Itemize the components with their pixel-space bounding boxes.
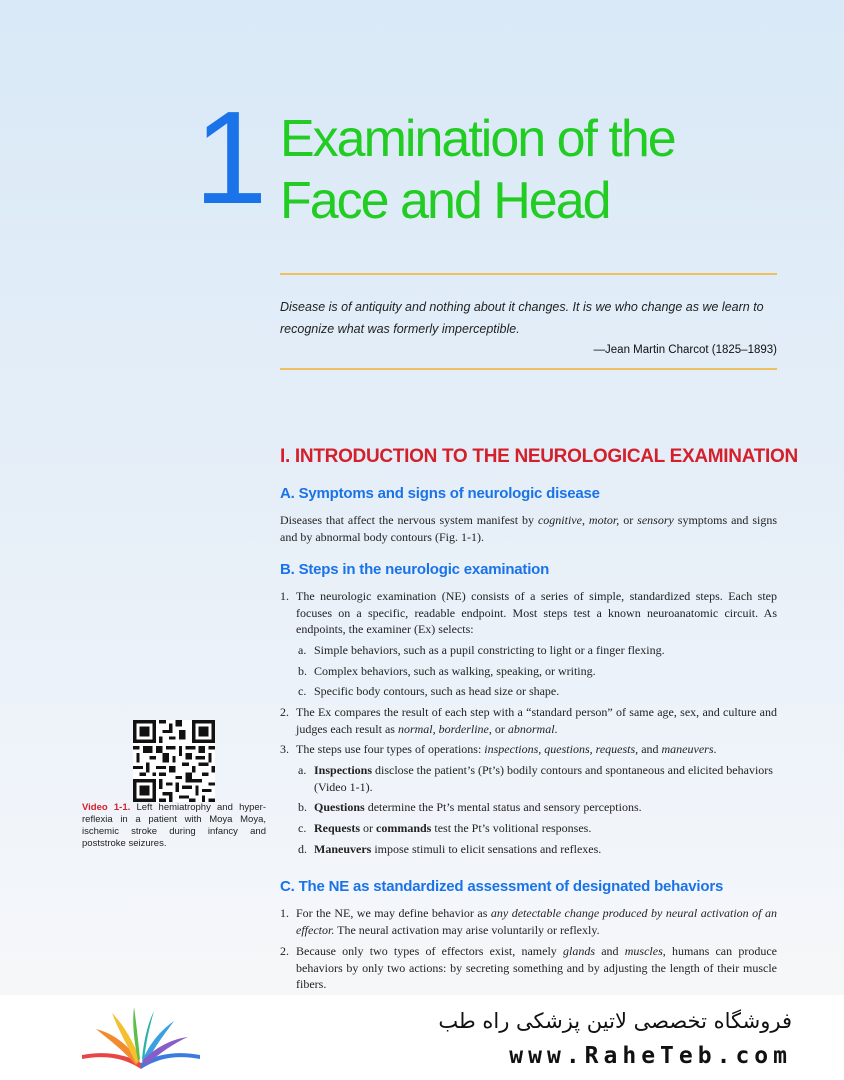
chapter-title-line-2: Face and Head [280,172,610,230]
footer-banner [0,995,844,1080]
list-item: b. Complex behaviors, such as walking, speaking, or writing. [298,664,596,678]
list-item: 1. The neurologic examination (NE) consists of a series of simple, standardized steps. Each step focuses on a specific, readable endpoint. Most steps test a known neuroanatomic circuit. As endpoints, the examiner (Ex) selects: [280,589,777,636]
video-caption: Video 1-1. Left hemiatrophy and hyper-reflexia in a patient with Moya Moya, ischemic stroke during infancy and poststroke seizures. [82,802,267,849]
paragraph-symptoms: Diseases that affect the nervous system manifest by cognitive, motor, or sensory symptoms and signs and by abnormal body contours (Fig. 1-1). [280,513,778,544]
list-item: c. Specific body contours, such as head size or shape. [298,684,560,698]
subheading-steps: B. Steps in the neurologic examination [280,561,550,578]
list-item: a. Simple behaviors, such as a pupil constricting to light or a finger flexing. [298,643,665,657]
subheading-standardized-assessment: C. The NE as standardized assessment of designated behaviors [280,878,724,895]
page [34,0,810,995]
qr-code-video-link[interactable] [133,720,215,802]
list-item: 2. The Ex compares the result of each step with a “standard person” of same age, sex, and culture and judges each result as normal, borderline, or abnormal. [280,705,777,736]
epigraph-top-rule [280,273,777,275]
subheading-symptoms-signs: A. Symptoms and signs of neurologic disease [280,485,600,502]
list-item: a. Inspections disclose the patient’s (Pt’s) bodily contours and spontaneous and elicited behaviors (Video 1-1). [298,763,773,794]
store-name-persian: فروشگاه تخصصی لاتین پزشکی راه طب [438,1009,792,1033]
epigraph-bottom-rule [280,368,777,370]
list-item: c. Requests or commands test the Pt’s volitional responses. [298,821,592,835]
epigraph-attribution: —Jean Martin Charcot (1825–1893) [593,344,777,356]
list-item: 3. The steps use four types of operations: inspections, questions, requests, and maneuvers. [280,742,717,756]
chapter-title [280,108,675,232]
list-item: 1. For the NE, we may define behavior as any detectable change produced by neural activation of an effector. The neural activation may arise voluntarily or reflexly. [280,906,777,937]
store-url[interactable]: www.RaheTeb.com [509,1043,792,1069]
open-book-logo-icon [78,1003,204,1073]
epigraph-quote: Disease is of antiquity and nothing about it changes. It is we who change as we learn to recognize what was formerly imperceptible. [280,300,764,336]
chapter-title-line-1: Examination of the [280,110,675,168]
list-item: 2. Because only two types of effectors exist, namely glands and muscles, humans can produce behaviors by only two actions: by secreting something and by adjusting the length of their muscle fibers. [280,944,777,991]
section-heading-introduction: I. INTRODUCTION TO THE NEUROLOGICAL EXAMINATION [280,446,798,467]
list-item: d. Maneuvers impose stimuli to elicit sensations and reflexes. [298,842,602,856]
list-item: b. Questions determine the Pt’s mental status and sensory perceptions. [298,800,642,814]
chapter-number: 1 [194,84,264,231]
